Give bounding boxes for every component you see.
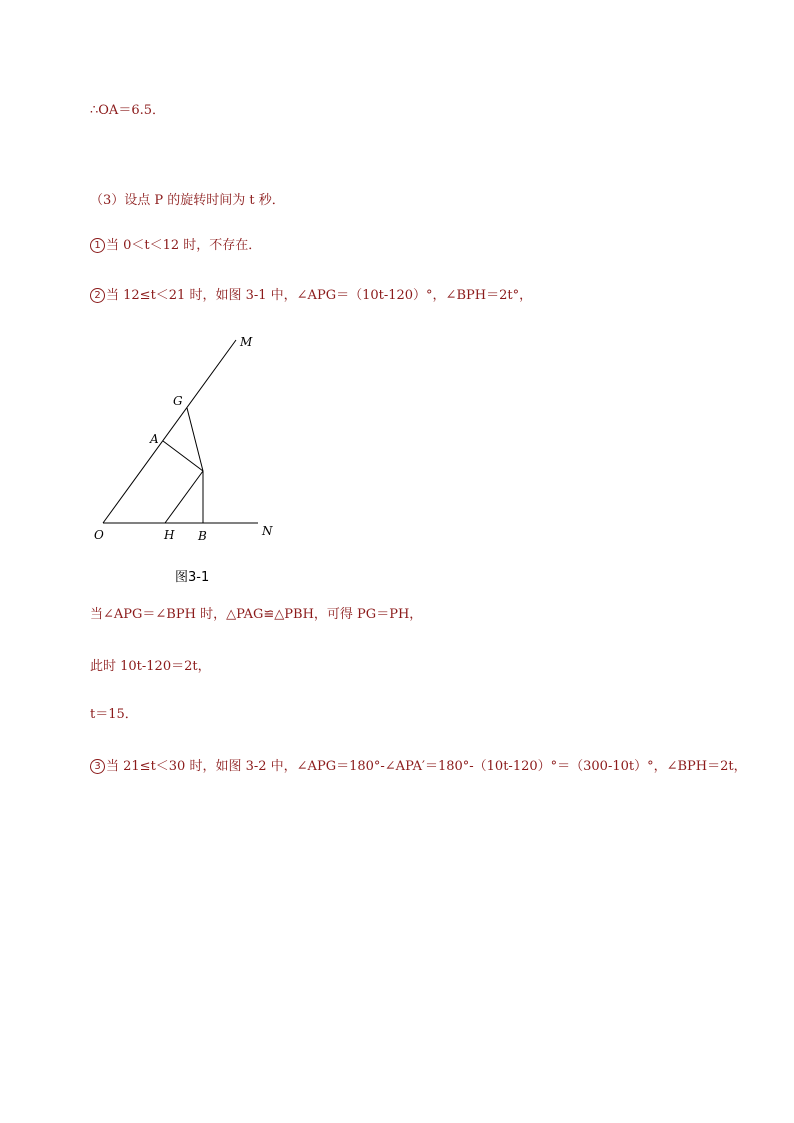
line-case1: [90, 237, 261, 255]
label-b: B: [198, 529, 207, 543]
case1-text: 当 0＜t＜12 时，不存在．: [106, 238, 262, 253]
line-oa: ∴OA＝6.5．: [90, 103, 165, 118]
ray-om: [103, 340, 236, 523]
line-case2: [90, 287, 532, 305]
circled-number-1: 1: [90, 238, 105, 253]
label-o: O: [94, 528, 104, 542]
circled-number-3: 3: [90, 759, 105, 774]
label-m: M: [240, 335, 253, 349]
circled-number-2: 2: [90, 288, 105, 303]
line-equation: 此时 10t-120＝2t，: [90, 659, 211, 674]
case2-text: 当 12≤t＜21 时，如图 3-1 中，∠APG＝（10t-120）°，∠BPH＝2t°，: [106, 288, 533, 303]
label-g: G: [173, 394, 183, 408]
label-h: H: [164, 528, 175, 542]
line-part3: （3）设点 P 的旋转时间为 t 秒．: [90, 193, 285, 208]
line-case3: [90, 758, 747, 776]
label-a: A: [150, 432, 159, 446]
segment-gp: [187, 408, 203, 471]
label-n: N: [262, 524, 273, 538]
figure-caption: 图3-1: [175, 570, 210, 585]
geometry-figure: [86, 330, 286, 550]
line-condition: 当∠APG＝∠BPH 时，△PAG≌△PBH，可得 PG＝PH，: [90, 607, 423, 622]
segment-hp: [165, 471, 203, 523]
case3-text: 当 21≤t＜30 时，如图 3-2 中，∠APG＝180°-∠APA′＝180°-（10t-120）°＝（300-10t）°，∠BPH＝2t，: [106, 759, 747, 774]
line-result: t＝15．: [90, 707, 138, 722]
